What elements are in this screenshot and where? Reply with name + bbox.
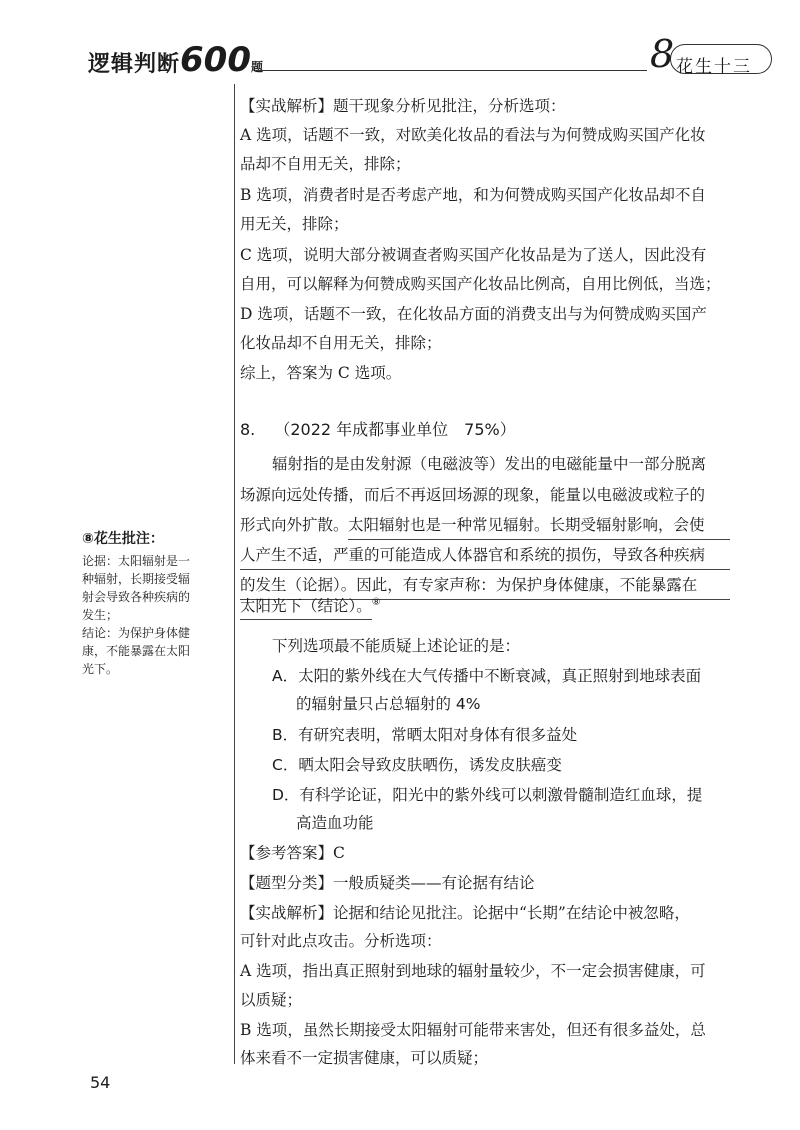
answer-analysis-line: 可针对此点攻击。分析选项： — [240, 932, 442, 950]
sidebar-annotation-line: 结论：为保护身体健 — [82, 626, 191, 640]
question-type: 【题型分类】一般质疑类——有论据有结论 — [240, 874, 535, 892]
analysis-line: 综上，答案为 C 选项。 — [240, 364, 402, 382]
option-c: C．晒太阳会导致皮肤晒伤，诱发皮肤癌变 — [272, 756, 562, 774]
page-number: 54 — [90, 1073, 111, 1092]
answer-analysis-line: 体来看不一定损害健康，可以质疑； — [240, 1049, 489, 1067]
analysis-line: B 选项，消费者时是否考虑产地，和为何赞成购买国产化妆品却不自 — [240, 186, 706, 204]
question-prompt: 下列选项最不能质疑上述论证的是： — [272, 637, 521, 655]
analysis-line: 品却不自用无关，排除； — [240, 155, 411, 173]
sidebar-annotation-line: 射会导致各种疾病的 — [82, 590, 191, 604]
answer-analysis-line: B 选项，虽然长期接受太阳辐射可能带来害处，但还有很多益处，总 — [240, 1021, 706, 1039]
sidebar-annotation-line: 发生； — [82, 608, 119, 622]
sidebar-annotation-line: 种辐射，长期接受辐 — [82, 572, 191, 586]
option-a: A．太阳的紫外线在大气传播中不断衰减，真正照射到地球表面 — [272, 667, 702, 685]
underlined-text: 的发生（论据）。因此，有专家声称：为保护身体健康，不能暴露在 — [240, 573, 730, 600]
option-d-cont: 高造血功能 — [296, 814, 374, 832]
answer-analysis-line: 【实战解析】论据和结论见批注。论据中“长期”在结论中被忽略， — [240, 904, 690, 922]
margin-divider — [234, 84, 235, 1064]
analysis-line: 用无关，排除； — [240, 215, 349, 233]
option-b: B．有研究表明，常晒太阳对身体有很多益处 — [272, 726, 578, 744]
question-paragraph: 场源向远处传播，而后不再返回场源的现象，能量以电磁波或粒子的 — [240, 486, 706, 504]
question-paragraph: 辐射指的是由发射源（电磁波等）发出的电磁能量中一部分脱离 — [272, 455, 707, 473]
question-paragraph: 形式向外扩散。 — [240, 516, 349, 534]
analysis-line: 自用，可以解释为何赞成购买国产化妆品比例高，自用比例低，当选； — [240, 275, 721, 293]
sidebar-annotation-title: ⑧花生批注： — [82, 531, 164, 547]
question-header — [240, 417, 516, 440]
analysis-line: D 选项，话题不一致，在化妆品方面的消费支出与为何赞成购买国产 — [240, 305, 707, 323]
brand-logo: 8 花生十三 — [650, 40, 770, 74]
book-title: 逻辑判断600题 — [88, 40, 264, 80]
annotation-marker: ⑧ — [371, 596, 381, 608]
question-source: （2022 年成都事业单位 75%） — [274, 420, 516, 439]
header-rule — [255, 70, 647, 71]
answer-analysis-line: A 选项，指出真正照射到地球的辐射量较少，不一定会损害健康，可 — [240, 962, 706, 980]
reference-answer: 【参考答案】C — [240, 844, 345, 862]
analysis-line: 【实战解析】题干现象分析见批注，分析选项： — [240, 97, 566, 115]
underlined-text-last: 太阳光下（结论）。⑧ — [240, 594, 381, 616]
sidebar-annotation-line: 康，不能暴露在太阳 — [82, 644, 191, 658]
analysis-line: A 选项，话题不一致，对欧美化妆品的看法与为何赞成购买国产化妆 — [240, 126, 706, 144]
question-number: 8. — [240, 420, 256, 439]
option-d: D．有科学论证，阳光中的紫外线可以刺激骨髓制造红血球，提 — [272, 786, 703, 804]
underlined-text: 太阳辐射也是一种常见辐射。长期受辐射影响，会使 — [348, 513, 730, 540]
underlined-text: 人产生不适，严重的可能造成人体器官和系统的损伤，导致各种疾病 — [240, 543, 730, 570]
answer-analysis-line: 以质疑； — [240, 991, 303, 1009]
analysis-line: 化妆品却不自用无关，排除； — [240, 334, 442, 352]
sidebar-annotation-line: 光下。 — [82, 662, 119, 676]
option-a-cont: 的辐射量只占总辐射的 4% — [296, 695, 481, 713]
sidebar-annotation-line: 论据：太阳辐射是一 — [82, 554, 191, 568]
analysis-line: C 选项，说明大部分被调查者购买国产化妆品是为了送人，因此没有 — [240, 246, 707, 264]
